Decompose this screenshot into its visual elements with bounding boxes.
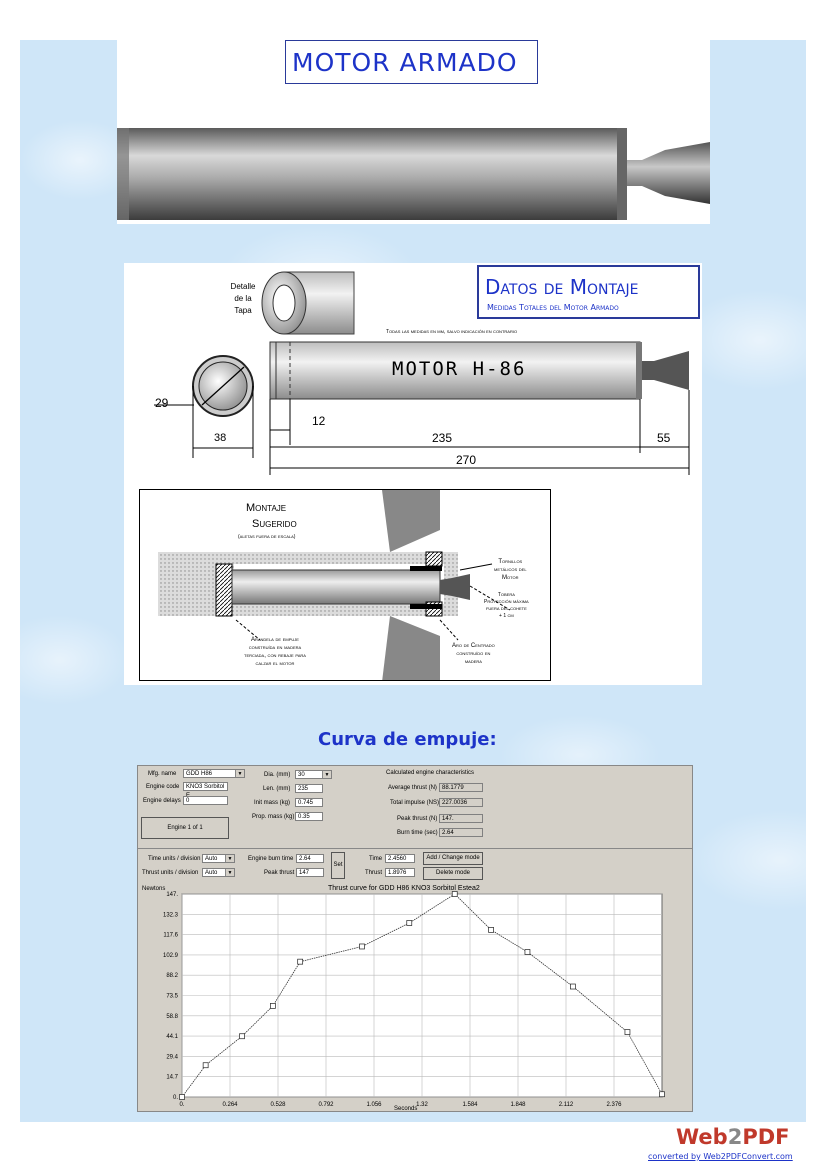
thrust-input[interactable]: 1.8976 [385, 868, 415, 877]
chart-ylabel: Newtons [142, 886, 166, 892]
data-point[interactable] [203, 1063, 208, 1068]
total-impulse-value: 227.0036 [439, 798, 483, 807]
cap-detail-line2: de la [234, 294, 252, 303]
dim-outer: 38 [214, 432, 227, 444]
x-tick-label: 0.264 [222, 1102, 238, 1108]
data-point[interactable] [270, 1003, 275, 1008]
data-point[interactable] [570, 984, 575, 989]
y-tick-label: 0. [172, 1095, 178, 1101]
add-change-mode-button[interactable]: Add / Change mode [423, 852, 483, 865]
code-label: Engine code [146, 784, 180, 790]
y-tick-label: 73.5 [166, 993, 178, 1000]
y-tick-label: 102.9 [162, 952, 178, 959]
engine-count-button[interactable]: Engine 1 of 1 [141, 817, 229, 839]
push-ring-line2: construída en madera [248, 645, 302, 651]
thrust-chart [138, 881, 692, 1111]
init-mass-label: Init mass (kg) [254, 800, 291, 806]
mfg-label: Mfg. name [148, 771, 177, 777]
set-button[interactable]: Set [331, 852, 345, 879]
chart-xlabel: Seconds [394, 1106, 418, 1111]
screw-leader [460, 564, 492, 570]
nozzle-label [484, 592, 529, 620]
dia-value: 30 [298, 772, 305, 778]
assembly-drawing-panel [124, 263, 702, 685]
thrust-label: Thrust [365, 870, 383, 876]
data-point[interactable] [525, 950, 530, 955]
screw-top [410, 566, 442, 571]
y-tick-label: 147. [166, 892, 178, 898]
mfg-select[interactable] [183, 769, 245, 778]
chevron-down-icon: ▼ [225, 855, 234, 862]
thrust-app-window [137, 765, 693, 1112]
data-point[interactable] [489, 927, 494, 932]
data-point[interactable] [660, 1092, 665, 1097]
cap-hole [273, 285, 295, 321]
center-ring-label [452, 642, 495, 666]
measurement-note: Todas las medidas en mm, salvo indicación en contrario [386, 329, 518, 335]
total-impulse-label: Total impulse (NS) [390, 800, 440, 806]
thrust-units-label: Thrust units / division [142, 870, 199, 876]
assembly-title-box [477, 265, 700, 319]
data-point[interactable] [360, 944, 365, 949]
nozzle-line4: + 1 cm [499, 613, 514, 619]
mounting-title2: Sugerido [252, 518, 297, 530]
len-label: Len. (mm) [263, 786, 291, 792]
y-tick-label: 14.7 [166, 1074, 178, 1081]
center-ring-line3: madera [464, 659, 482, 665]
x-tick-label: 0.792 [318, 1102, 334, 1108]
thrust-units-value: Auto [205, 870, 218, 876]
logo-2: 2 [727, 1125, 743, 1149]
time-units-value: Auto [205, 856, 218, 862]
dim-body: 235 [432, 431, 453, 445]
data-point[interactable] [240, 1034, 245, 1039]
peak-thrust-label: Peak thrust (N) [397, 816, 438, 822]
x-tick-label: 1.584 [462, 1102, 478, 1108]
screws-line1: Tornillos [498, 559, 523, 565]
y-tick-label: 44.1 [166, 1034, 178, 1041]
x-tick-label: 2.112 [558, 1102, 574, 1108]
dim-total: 270 [456, 453, 477, 467]
divider [138, 848, 692, 849]
chevron-down-icon: ▼ [225, 869, 234, 876]
peak-thrust-input[interactable]: 147 [296, 868, 324, 877]
screws-line3: Motor [502, 575, 519, 581]
data-point[interactable] [452, 892, 457, 897]
nozzle-drawing [642, 351, 689, 390]
data-point[interactable] [407, 921, 412, 926]
init-mass-input[interactable]: 0.745 [295, 798, 323, 807]
push-ring-line3: terciada, con rebaje para [244, 653, 306, 659]
prop-mass-label: Prop. mass (kg) [252, 814, 295, 820]
center-ring-leader [440, 620, 458, 640]
assembly-subtitle: Medidas Totales del Motor Armado [487, 303, 619, 312]
push-ring-label [244, 636, 306, 668]
chevron-down-icon: ▼ [322, 771, 331, 778]
x-tick-label: 0. [179, 1102, 185, 1108]
fin-top [382, 490, 440, 552]
fin-bottom [382, 616, 440, 681]
avg-thrust-label: Average thrust (N) [388, 785, 437, 791]
motor-illustration [117, 120, 710, 224]
len-input[interactable]: 235 [295, 784, 323, 793]
engine-burn-time-input[interactable]: 2.64 [296, 854, 324, 863]
time-label: Time [369, 856, 383, 862]
screws-line2: metálicos del [494, 567, 527, 573]
code-input[interactable]: KNO3 Sorbitol [183, 782, 228, 791]
time-input[interactable]: 2.4560 [385, 854, 415, 863]
mounting-box [139, 489, 551, 681]
nozzle-line1: Tobera [497, 592, 515, 598]
dim-nozzle: 55 [657, 431, 671, 445]
cap-detail-line3: Tapa [234, 306, 252, 315]
calc-title: Calculated engine characteristics [386, 770, 475, 776]
avg-thrust-value: 88.1779 [439, 783, 483, 792]
page-title: MOTOR ARMADO [292, 48, 518, 77]
logo-pdf: PDF [742, 1125, 790, 1149]
web2pdf-logo [676, 1125, 790, 1149]
y-tick-label: 58.8 [166, 1013, 178, 1020]
center-ring-line2: construído en [456, 651, 491, 657]
nozzle-line3: fuera del cohete [485, 606, 527, 612]
data-point[interactable] [298, 959, 303, 964]
x-tick-label: 1.32 [416, 1102, 428, 1108]
x-tick-label: 2.376 [606, 1102, 622, 1108]
motor-end-ring [617, 128, 627, 220]
delays-input[interactable]: 0 [183, 796, 228, 805]
mounting-note: (aletas fuera de escala) [238, 534, 296, 540]
dia-select[interactable] [295, 770, 332, 779]
x-tick-label: 0.528 [270, 1102, 286, 1108]
motor-nozzle [627, 142, 710, 204]
prop-mass-input[interactable]: 0.35 [295, 812, 323, 821]
mfg-value: GDD H86 [186, 771, 213, 777]
dim-diameter: 29 [155, 396, 169, 410]
mounting-title: Montaje [246, 502, 287, 514]
push-ring-line4: calzar el motor [255, 661, 295, 667]
center-ring-top [426, 552, 442, 566]
curve-heading: Curva de empuje: [318, 729, 497, 750]
center-ring-line1: Aro de Centrado [452, 643, 495, 649]
data-point[interactable] [625, 1030, 630, 1035]
screw-bottom [410, 604, 442, 609]
dia-label: Dia. (mm) [264, 772, 291, 778]
peak-thrust-input-label: Peak thrust [264, 870, 295, 876]
cap-detail-line1: Detalle [230, 282, 256, 291]
push-ring [216, 564, 232, 616]
y-tick-label: 88.2 [166, 973, 178, 980]
assembly-title: Datos de Montaje [485, 275, 639, 299]
burn-time-value: 2.64 [439, 828, 483, 837]
thrust-units-select[interactable] [202, 868, 235, 877]
motor-in-mount [232, 570, 440, 604]
time-units-label: Time units / division [148, 856, 201, 862]
screws-label [494, 558, 527, 582]
burn-time-label: Burn time (sec) [397, 830, 438, 836]
title-box [285, 40, 538, 84]
y-tick-label: 29.4 [166, 1054, 178, 1061]
motor-cap [117, 128, 129, 220]
motor-label: MOTOR H-86 [392, 358, 527, 380]
push-ring-line1: Arandela de empuje [250, 637, 299, 643]
chevron-down-icon: ▼ [235, 770, 244, 777]
dim-cap: 12 [312, 414, 326, 428]
nozzle-line2: Proyección máxima [484, 599, 529, 605]
motor-tube [117, 128, 622, 220]
body-end-ring [636, 342, 642, 399]
engine-burn-time-label: Engine burn time [248, 856, 294, 862]
time-units-select[interactable] [202, 854, 235, 863]
delays-label: Engine delays [143, 798, 181, 804]
data-point[interactable] [180, 1095, 185, 1100]
logo-web: Web [676, 1125, 728, 1149]
converted-by-link[interactable]: converted by Web2PDFConvert.com [648, 1152, 793, 1161]
peak-thrust-value: 147. [439, 814, 483, 823]
chart-title: Thrust curve for GDD H86 KNO3 Sorbitol Estea2 [328, 885, 480, 892]
x-tick-label: 1.848 [510, 1102, 526, 1108]
y-tick-label: 132.3 [162, 912, 178, 919]
motor-armado-panel [117, 40, 710, 224]
x-tick-label: 1.056 [366, 1102, 382, 1108]
delete-mode-button[interactable]: Delete mode [423, 867, 483, 880]
y-tick-label: 117.6 [163, 932, 178, 939]
